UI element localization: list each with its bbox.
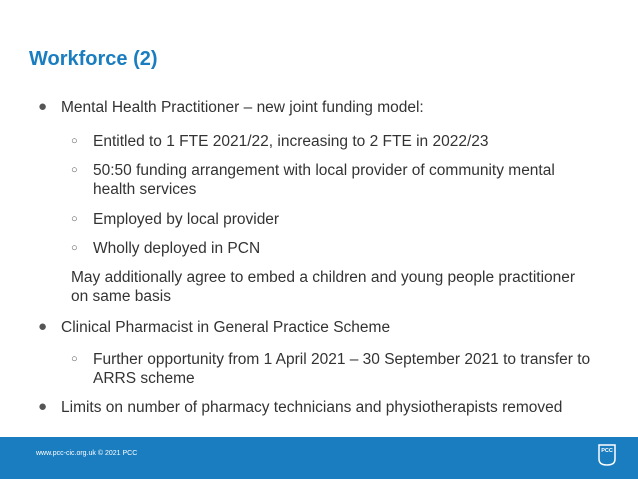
sub-bullet-deployed [71,239,261,258]
sub-bullet-employed [71,210,280,229]
slide-title: Workforce (2) [29,48,158,70]
bullet-text: Mental Health Practitioner – new joint funding model: [61,99,424,116]
bullet-text: Limits on number of pharmacy technicians and physiotherapists removed [61,399,563,416]
sub-bullet-text-line1: Further opportunity from 1 April 2021 – 30 September 2021 to transfer to [93,351,591,368]
sub-bullet-circle: ○ [71,164,78,176]
note-children-practitioner [71,268,575,306]
bullet-clinical-pharmacist [38,318,391,337]
sub-bullet-text: Entitled to 1 FTE 2021/22, increasing to 2 FTE in 2022/23 [93,133,489,150]
sub-bullet-circle: ○ [71,242,78,254]
pcc-logo-icon [597,443,617,467]
sub-bullet-text: Wholly deployed in PCN [93,240,261,257]
bullet-text: Clinical Pharmacist in General Practice Scheme [61,319,391,336]
sub-bullet-text-line2: ARRS scheme [93,370,195,387]
sub-bullet-text: Employed by local provider [93,211,280,228]
note-line2: on same basis [71,288,171,305]
sub-bullet-fte [71,132,489,151]
bullet-dot: ● [38,318,48,335]
sub-bullet-text-line1: 50:50 funding arrangement with local provider of community mental [93,162,555,179]
sub-bullet-funding [71,161,555,199]
footer-bar [0,437,638,479]
bullet-mental-health [38,98,424,117]
sub-bullet-circle: ○ [71,353,78,365]
bullet-limits-removed [38,398,563,417]
bullet-dot: ● [38,98,48,115]
footer-website-link[interactable]: www.pcc-cic.org.uk © 2021 PCC [36,450,138,457]
sub-bullet-circle: ○ [71,213,78,225]
note-line1: May additionally agree to embed a children and young people practitioner [71,269,576,286]
sub-bullet-text-line2: health services [93,181,197,198]
logo-text: PCC [601,448,613,454]
bullet-dot: ● [38,398,48,415]
sub-bullet-circle: ○ [71,135,78,147]
sub-bullet-transfer [71,350,591,388]
